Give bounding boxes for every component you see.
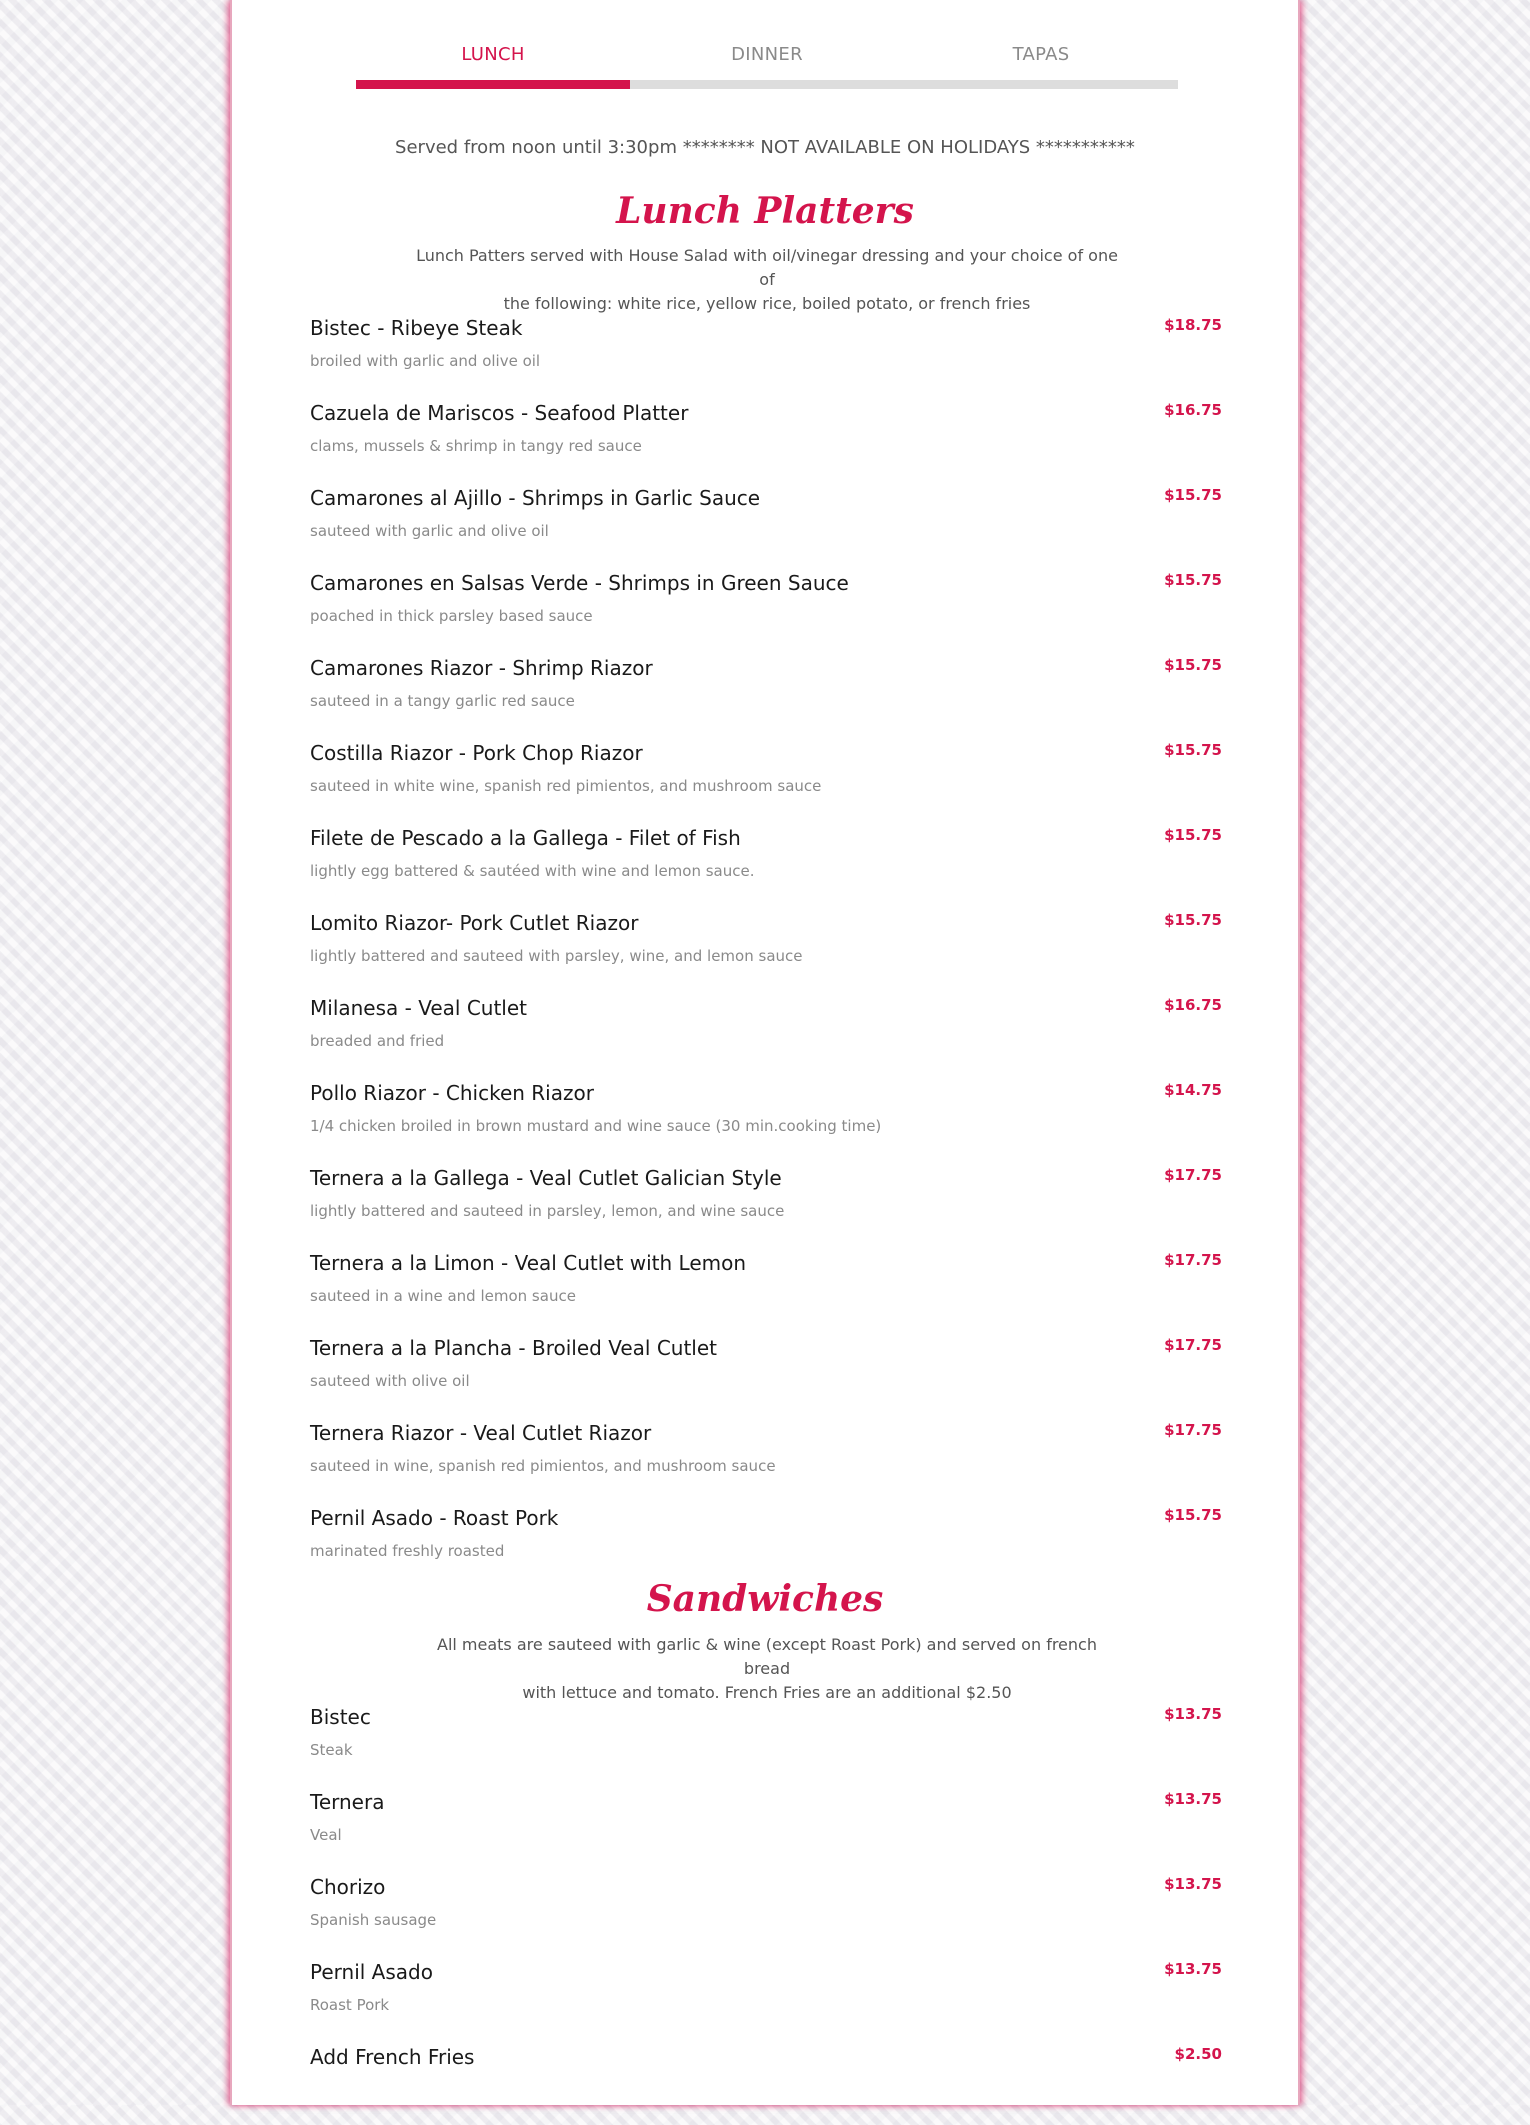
item-description: breaded and fried	[310, 1032, 445, 1050]
item-price: $15.75	[1164, 486, 1222, 504]
menu-item	[310, 1336, 1222, 1416]
item-description: sauteed in white wine, spanish red pimientos, and mushroom sauce	[310, 777, 822, 795]
item-description: marinated freshly roasted	[310, 1542, 505, 1560]
menu-item	[310, 1421, 1222, 1501]
item-price: $15.75	[1164, 1506, 1222, 1524]
menu-item	[310, 996, 1222, 1076]
item-description: poached in thick parsley based sauce	[310, 607, 593, 625]
item-name: Ternera	[310, 1790, 385, 1814]
menu-item	[310, 1960, 1222, 2040]
item-price: $18.75	[1164, 316, 1222, 334]
item-name: Add French Fries	[310, 2045, 475, 2069]
item-name: Bistec - Ribeye Steak	[310, 316, 523, 340]
menu-item	[310, 316, 1222, 396]
menu-item	[310, 2045, 1222, 2125]
item-description: Steak	[310, 1741, 353, 1759]
item-name: Camarones al Ajillo - Shrimps in Garlic Sauce	[310, 486, 761, 510]
item-description: 1/4 chicken broiled in brown mustard and wine sauce (30 min.cooking time)	[310, 1117, 882, 1135]
menu-item	[310, 911, 1222, 991]
menu-item	[310, 1790, 1222, 1870]
item-description: Spanish sausage	[310, 1911, 437, 1929]
item-name: Milanesa - Veal Cutlet	[310, 996, 528, 1020]
item-price: $17.75	[1164, 1251, 1222, 1269]
item-description: lightly battered and sauteed in parsley, lemon, and wine sauce	[310, 1202, 785, 1220]
item-description: Roast Pork	[310, 1996, 390, 2014]
item-name: Filete de Pescado a la Gallega - Filet of Fish	[310, 826, 741, 850]
menu-item	[310, 486, 1222, 566]
item-name: Chorizo	[310, 1875, 386, 1899]
menu-item	[310, 826, 1222, 906]
item-price: $15.75	[1164, 741, 1222, 759]
menu-item	[310, 1251, 1222, 1331]
lunch-desc-line-1: Lunch Patters served with House Salad with oil/vinegar dressing and your choice of one of	[416, 246, 1118, 289]
item-price: $15.75	[1164, 571, 1222, 589]
item-description: Veal	[310, 1826, 342, 1844]
item-price: $13.75	[1164, 1960, 1222, 1978]
item-name: Camarones en Salsas Verde - Shrimps in Green Sauce	[310, 571, 849, 595]
item-price: $15.75	[1164, 826, 1222, 844]
item-description: lightly egg battered & sautéed with wine and lemon sauce.	[310, 862, 755, 880]
item-price: $16.75	[1164, 401, 1222, 419]
tab-dinner[interactable]: DINNER	[731, 44, 803, 65]
item-name: Cazuela de Mariscos - Seafood Platter	[310, 401, 689, 425]
item-description: sauteed with garlic and olive oil	[310, 522, 549, 540]
item-name: Pollo Riazor - Chicken Riazor	[310, 1081, 594, 1105]
item-description: broiled with garlic and olive oil	[310, 352, 541, 370]
tab-indicator-track	[356, 80, 1178, 89]
item-name: Ternera a la Plancha - Broiled Veal Cutlet	[310, 1336, 718, 1360]
sandwiches-heading: Sandwiches	[646, 1578, 884, 1620]
item-name: Ternera Riazor - Veal Cutlet Riazor	[310, 1421, 652, 1445]
item-description: lightly battered and sauteed with parsley, wine, and lemon sauce	[310, 947, 803, 965]
tab-tapas[interactable]: TAPAS	[1012, 44, 1070, 65]
sandwiches-desc-line-1: All meats are sauteed with garlic & wine (except Roast Pork) and served on french bread	[437, 1635, 1097, 1678]
menu-item	[310, 1705, 1222, 1785]
item-description: sauteed in a wine and lemon sauce	[310, 1287, 576, 1305]
item-description: sauteed in wine, spanish red pimientos, and mushroom sauce	[310, 1457, 776, 1475]
item-price: $17.75	[1164, 1166, 1222, 1184]
item-name: Bistec	[310, 1705, 371, 1729]
item-name: Pernil Asado - Roast Pork	[310, 1506, 559, 1530]
item-price: $15.75	[1164, 656, 1222, 674]
item-description: clams, mussels & shrimp in tangy red sauce	[310, 437, 642, 455]
item-price: $13.75	[1164, 1790, 1222, 1808]
item-name: Camarones Riazor - Shrimp Riazor	[310, 656, 653, 680]
menu-item	[310, 1081, 1222, 1161]
sandwiches-desc-line-2: with lettuce and tomato. French Fries are an additional $2.50	[522, 1683, 1012, 1702]
menu-sheet	[230, 0, 1300, 2105]
item-name: Pernil Asado	[310, 1960, 433, 1984]
item-name: Costilla Riazor - Pork Chop Riazor	[310, 741, 643, 765]
availability-notice: Served from noon until 3:30pm ******** NOT AVAILABLE ON HOLIDAYS ***********	[395, 137, 1135, 158]
lunch-platters-heading: Lunch Platters	[616, 190, 914, 232]
menu-item	[310, 656, 1222, 736]
menu-item	[310, 401, 1222, 481]
item-name: Lomito Riazor- Pork Cutlet Riazor	[310, 911, 639, 935]
item-price: $13.75	[1164, 1705, 1222, 1723]
item-price: $13.75	[1164, 1875, 1222, 1893]
menu-item	[310, 571, 1222, 651]
lunch-desc-line-2: the following: white rice, yellow rice, boiled potato, or french fries	[503, 294, 1031, 313]
item-price: $2.50	[1174, 2045, 1222, 2063]
item-description: sauteed with olive oil	[310, 1372, 470, 1390]
menu-item	[310, 1506, 1222, 1586]
tab-indicator-active	[356, 80, 630, 89]
lunch-platters-description	[412, 244, 1122, 316]
tab-lunch[interactable]: LUNCH	[461, 44, 525, 65]
item-price: $16.75	[1164, 996, 1222, 1014]
sandwiches-description	[412, 1633, 1122, 1705]
menu-item	[310, 1875, 1222, 1955]
item-name: Ternera a la Gallega - Veal Cutlet Galician Style	[310, 1166, 782, 1190]
item-name: Ternera a la Limon - Veal Cutlet with Lemon	[310, 1251, 747, 1275]
menu-item	[310, 1166, 1222, 1246]
menu-item	[310, 741, 1222, 821]
item-description: sauteed in a tangy garlic red sauce	[310, 692, 575, 710]
item-price: $14.75	[1164, 1081, 1222, 1099]
item-price: $17.75	[1164, 1336, 1222, 1354]
item-price: $17.75	[1164, 1421, 1222, 1439]
item-price: $15.75	[1164, 911, 1222, 929]
